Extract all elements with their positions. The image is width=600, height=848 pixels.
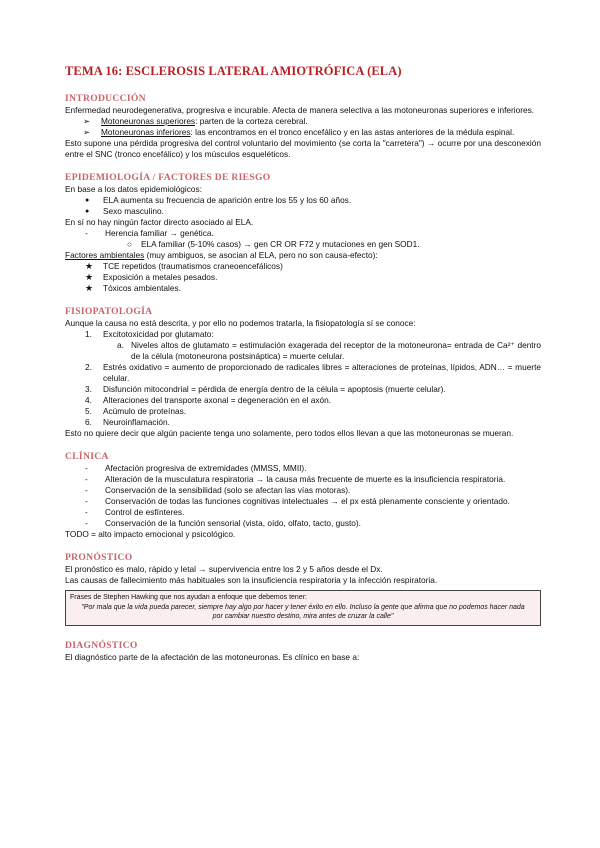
list-item-text: Niveles altos de glutamato = estimulación exagerada del receptor de la motoneurona= entrada de Ca²⁺ dentro de la célula (motoneurona postsináptica) = muerte celular. xyxy=(131,340,541,361)
list-item xyxy=(65,127,541,138)
list-item xyxy=(65,474,541,485)
list-item: 4. Alteraciones del transporte axonal = degeneración en el axón. xyxy=(65,395,541,406)
quote-text: "Por mala que la vida pueda parecer, siempre hay algo por hacer y tener éxito en ello. Incluso la gente que afirma que no podemos hacer nada por cambiar nuestro destino, mira antes de cruzar la calle" xyxy=(81,603,525,620)
circle-bullet-icon: ○ xyxy=(127,239,133,249)
star-bullet-icon: ★ xyxy=(85,283,94,293)
dash-bullet-icon: - xyxy=(85,485,88,495)
list-item xyxy=(65,228,541,239)
epi-text: (muy ambiguos, se asocian al ELA, pero no son causa-efecto): xyxy=(144,250,378,260)
list-item-text: Conservación de todas las funciones cognitivas intelectuales → el px está plenamente consciente y orientado. xyxy=(105,496,510,506)
dash-bullet-icon: - xyxy=(85,474,88,484)
list-item xyxy=(65,518,541,529)
list-item-text: Tóxicos ambientales. xyxy=(103,283,181,293)
list-item-text: : las encontramos en el tronco encefálico y en las astas anteriores de la médula espinal. xyxy=(190,127,515,137)
epi-paragraph xyxy=(65,250,541,261)
list-item: 1. Excitotoxicidad por glutamato: xyxy=(65,329,541,340)
list-item xyxy=(65,239,541,250)
section-heading-epidemiologia: EPIDEMIOLOGÍA / FACTORES DE RIESGO xyxy=(65,172,271,183)
list-item-text: Conservación de la función sensorial (vista, oído, olfato, tacto, gusto). xyxy=(105,518,361,528)
list-item-text: Alteración de la musculatura respiratoria → la causa más frecuente de muerte es la insuficiencia respiratoria. xyxy=(105,474,506,484)
list-item-text: Sexo masculino. xyxy=(103,206,164,216)
quote-box xyxy=(65,590,541,626)
dot-bullet-icon: ● xyxy=(85,197,90,204)
list-item-text: Neuroinflamación. xyxy=(103,417,170,427)
list-item xyxy=(65,463,541,474)
page-content xyxy=(65,64,541,663)
list-item-text: Excitotoxicidad por glutamato: xyxy=(103,329,214,339)
list-item-text: Exposición a metales pesados. xyxy=(103,272,218,282)
list-item xyxy=(65,507,541,518)
list-item-text: Herencia familiar → genética. xyxy=(105,228,214,238)
list-item-text: Conservación de la sensibilidad (solo se afectan las vías motoras). xyxy=(105,485,351,495)
fisio-paragraph: Esto no quiere decir que algún paciente tenga uno solamente, pero todos ellos llevan a que las motoneuronas se mueran. xyxy=(65,428,514,438)
section-heading-introduccion: INTRODUCCIÓN xyxy=(65,93,146,104)
list-item-text: Disfunción mitocondrial = pérdida de energía dentro de la célula = apoptosis (muerte celular). xyxy=(103,384,446,394)
intro-paragraph: Enfermedad neurodegenerativa, progresiva e incurable. Afecta de manera selectiva a las motoneuronas superiores e inferiores. xyxy=(65,105,535,115)
epi-paragraph: En base a los datos epidemiológicos: xyxy=(65,184,202,194)
dot-bullet-icon: ● xyxy=(85,208,90,215)
list-item xyxy=(65,195,541,206)
list-item: a. Niveles altos de glutamato = estimulación exagerada del receptor de la motoneurona= entrada de Ca²⁺ dentro de la célula (motoneurona postsináptica) = muerte celular. xyxy=(117,340,541,361)
dash-bullet-icon: - xyxy=(85,228,88,238)
term-motoneuronas-superiores: Motoneuronas superiores xyxy=(101,116,196,126)
list-item: 6. Neuroinflamación. xyxy=(65,417,541,428)
list-item-text: ELA familiar (5-10% casos) → gen CR OR F72 y mutaciones en gen SOD1. xyxy=(141,239,420,249)
list-item-text: Acúmulo de proteínas. xyxy=(103,406,187,416)
section-heading-clinica: CLÍNICA xyxy=(65,451,109,462)
list-item-text: Alteraciones del transporte axonal = degeneración en el axón. xyxy=(103,395,332,405)
list-item xyxy=(65,485,541,496)
term-motoneuronas-inferiores: Motoneuronas inferiores xyxy=(101,127,191,137)
list-item-text: : parten de la corteza cerebral. xyxy=(195,116,308,126)
list-item xyxy=(65,283,541,294)
dash-bullet-icon: - xyxy=(85,463,88,473)
quote-intro: Frases de Stephen Hawking que nos ayudan a enfoque que debemos tener: xyxy=(70,594,307,601)
clinica-paragraph: TODO = alto impacto emocional y psicológico. xyxy=(65,529,236,539)
dash-bullet-icon: - xyxy=(85,507,88,517)
epi-paragraph: En sí no hay ningún factor directo asociado al ELA. xyxy=(65,217,254,227)
section-heading-fisiopatologia: FISIOPATOLOGÍA xyxy=(65,306,153,317)
fisio-paragraph: Aunque la causa no está descrita, y por ello no podemos tratarla, la fisiopatología sí se conoce: xyxy=(65,318,416,328)
list-item: 2. Estrés oxidativo = aumento de proporcionado de radicales libres = alteraciones de proteínas, lípidos, ADN… = muerte celular. xyxy=(85,362,541,383)
list-item: 5. Acúmulo de proteínas. xyxy=(65,406,541,417)
term-factores-ambientales: Factores ambientales xyxy=(65,250,145,260)
list-item-text: TCE repetidos (traumatismos craneoencefálicos) xyxy=(103,261,283,271)
pronostico-paragraph: Las causas de fallecimiento más habituales son la insuficiencia respiratoria y la infección respiratoria. xyxy=(65,575,438,585)
list-item: 3. Disfunción mitocondrial = pérdida de energía dentro de la célula = apoptosis (muerte celular). xyxy=(65,384,541,395)
section-heading-diagnostico: DIAGNÓSTICO xyxy=(65,639,138,651)
star-bullet-icon: ★ xyxy=(85,272,94,282)
dash-bullet-icon: - xyxy=(85,518,88,528)
page-title: TEMA 16: ESCLEROSIS LATERAL AMIOTRÓFICA (ELA) xyxy=(65,64,402,78)
list-item xyxy=(65,206,541,217)
list-item-text: Control de esfínteres. xyxy=(105,507,185,517)
diag-paragraph: El diagnóstico parte de la afectación de las motoneuronas. Es clínico en base a: xyxy=(65,651,360,662)
list-item xyxy=(65,272,541,283)
section-heading-pronostico: PRONÓSTICO xyxy=(65,552,133,563)
arrow-bullet-icon: ➢ xyxy=(83,127,90,137)
arrow-bullet-icon: ➢ xyxy=(83,116,90,126)
list-item-text: Estrés oxidativo = aumento de proporcionado de radicales libres = alteraciones de proteínas, lípidos, ADN… = muerte celular. xyxy=(103,362,541,383)
star-bullet-icon: ★ xyxy=(85,261,94,271)
list-item-text: ELA aumenta su frecuencia de aparición entre los 55 y los 60 años. xyxy=(103,195,352,205)
list-item-text: Afectación progresiva de extremidades (MMSS, MMII). xyxy=(105,463,307,473)
list-item xyxy=(65,496,541,507)
list-item xyxy=(65,116,541,127)
intro-paragraph: Esto supone una pérdida progresiva del control voluntario del movimiento (se corta la "carretera") → ocurre por una desconexión entre el SNC (tronco encefálico) y los músculos esqueléticos. xyxy=(65,138,541,159)
dash-bullet-icon: - xyxy=(85,496,88,506)
pronostico-paragraph: El pronóstico es malo, rápido y letal → supervivencia entre los 2 y 5 años desde el Dx. xyxy=(65,564,383,574)
list-item xyxy=(65,261,541,272)
